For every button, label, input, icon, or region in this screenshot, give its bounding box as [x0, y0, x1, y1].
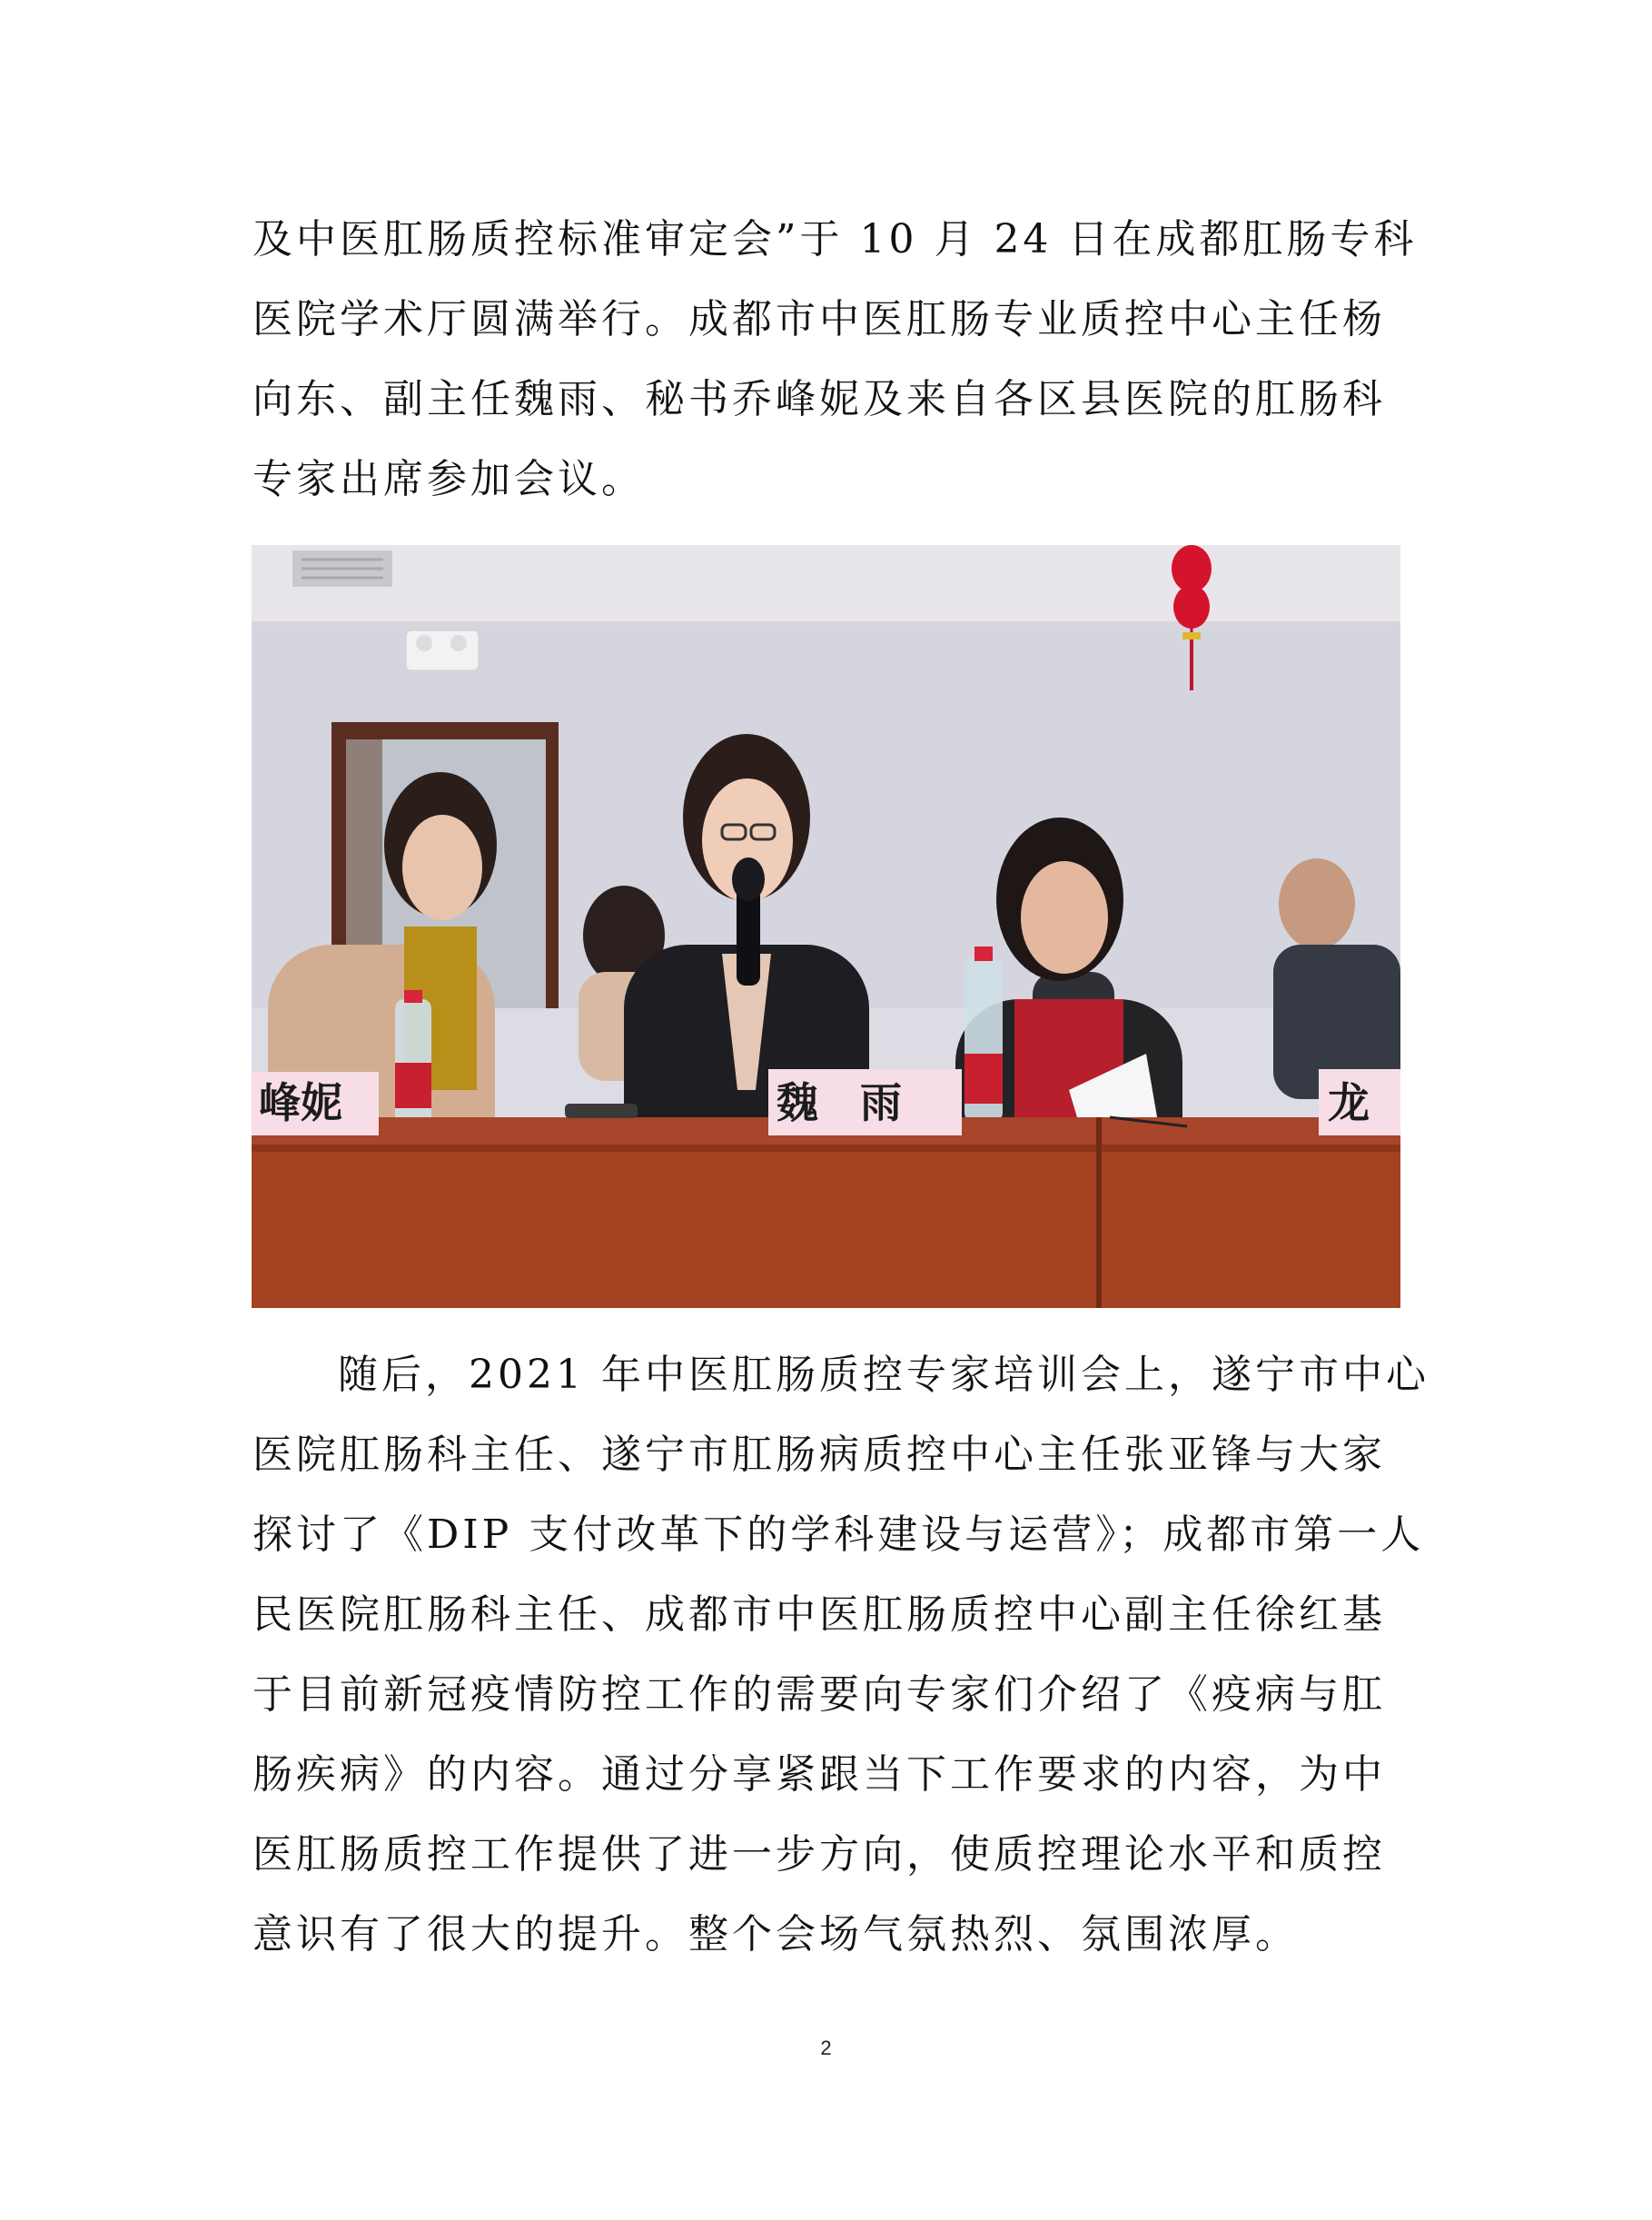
- text-line: 及中医肛肠质控标准审定会”于 10 月 24 日在成都肛肠专科: [252, 216, 1418, 263]
- text-line: 民医院肛肠科主任、成都市中医肛肠质控中心副主任徐红基: [252, 1591, 1386, 1638]
- text-line: 于目前新冠疫情防控工作的需要向专家们介绍了《疫病与肛: [252, 1671, 1386, 1718]
- text-line: 专家出席参加会议。: [252, 456, 645, 502]
- text-line: 医院学术厅圆满举行。成都市中医肛肠专业质控中心主任杨: [252, 296, 1386, 342]
- text-line: 肠疾病》的内容。通过分享紧跟当下工作要求的内容，为中: [252, 1751, 1386, 1798]
- text-line: 意识有了很大的提升。整个会场气氛热烈、氛围浓厚。: [252, 1911, 1299, 1957]
- paragraph-training: [252, 1335, 1429, 1975]
- paragraph-intro: [252, 200, 1418, 520]
- text-line: 医院肛肠科主任、遂宁市肛肠病质控中心主任张亚锋与大家: [252, 1432, 1386, 1478]
- text-line: 向东、副主任魏雨、秘书乔峰妮及来自各区县医院的肛肠科: [252, 376, 1386, 422]
- placard-right: 龙: [1328, 1078, 1370, 1127]
- text-line: 探讨了《DIP 支付改革下的学科建设与运营》；成都市第一人: [252, 1511, 1425, 1558]
- placard-center: 魏 雨: [777, 1078, 902, 1127]
- text-line: 医肛肠质控工作提供了进一步方向，使质控理论水平和质控: [252, 1831, 1386, 1878]
- placard-left: 峰妮: [259, 1078, 342, 1127]
- meeting-photo: [252, 545, 1400, 1308]
- text-line: 随后，2021 年中医肛肠质控专家培训会上，遂宁市中心: [338, 1352, 1429, 1398]
- page-number: 2: [820, 2037, 832, 2059]
